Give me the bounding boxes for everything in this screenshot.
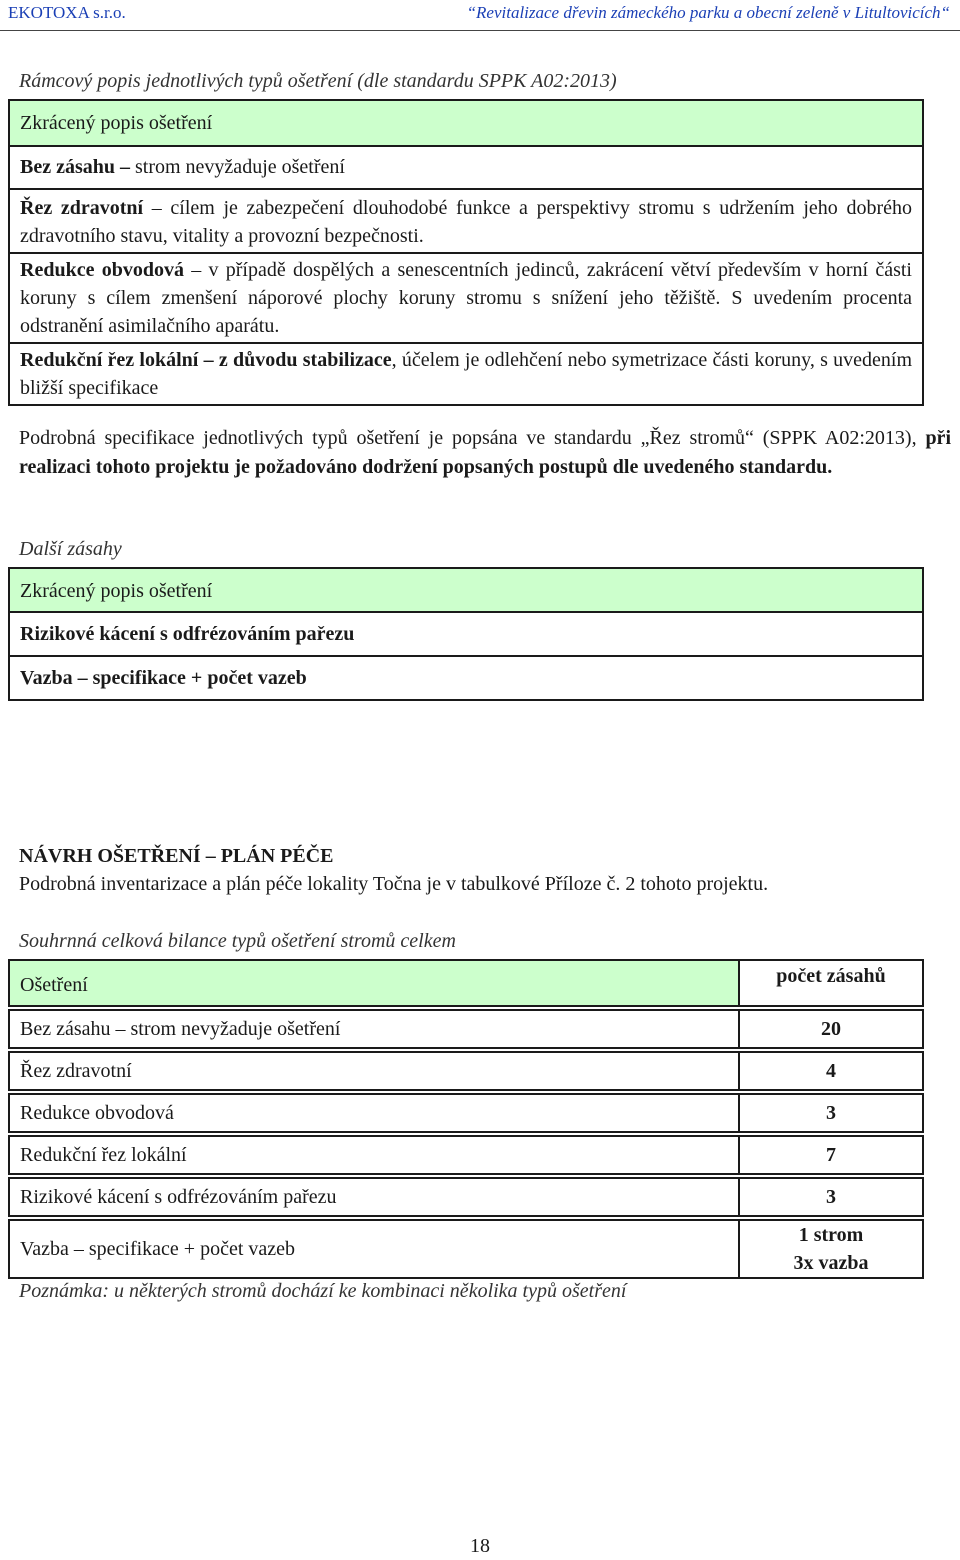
row-term: Redukční řez lokální – z důvodu stabilizace: [20, 349, 392, 371]
summary-caption: Souhrnná celková bilance typů ošetření stromů celkem: [19, 930, 456, 952]
row-value: 20: [739, 1010, 923, 1048]
table-row: [9, 1178, 923, 1216]
row-text: – v případě dospělých a senescentních jedinců, zakrácení větví především v horní části koruny s cílem zmenšení náporové plochy koruny stromu s snížení jeho těžiště. S uvedením procenta odstranění asimilačního aparátu.: [20, 259, 912, 337]
row-label: Redukce obvodová: [9, 1094, 739, 1132]
section1-caption: Rámcový popis jednotlivých typů ošetření (dle standardu SPPK A02:2013): [19, 70, 617, 92]
table-header: Zkrácený popis ošetření: [10, 101, 922, 147]
row-label: Rizikové kácení s odfrézováním pařezu: [9, 1178, 739, 1216]
row-value: [739, 1220, 923, 1278]
plan-heading: NÁVRH OŠETŘENÍ – PLÁN PÉČE: [19, 845, 334, 867]
row-term: Řez zdravotní: [20, 197, 144, 219]
row-text: strom nevyžaduje ošetření: [130, 156, 345, 178]
paragraph-normal: Podrobná specifikace jednotlivých typů ošetření je popsána ve standardu „Řez stromů“ (SPPK A02:2013),: [19, 427, 926, 449]
row-value: 3: [739, 1178, 923, 1216]
paragraph-bold: při realizaci tohoto projektu je požadováno dodržení popsaných postupů dle uvedeného standardu.: [19, 427, 951, 478]
table-row: [10, 344, 922, 404]
column-header-treatment: Ošetření: [9, 960, 739, 1006]
column-header-count: počet zásahů: [739, 960, 923, 1006]
row-term: Bez zásahu –: [20, 156, 130, 178]
other-interventions-table: [8, 567, 924, 701]
company-name: EKOTOXA s.r.o.: [8, 3, 126, 22]
table-row: [9, 1010, 923, 1048]
page-header: [0, 0, 960, 31]
row-label: Redukční řez lokální: [9, 1136, 739, 1174]
table-row: [9, 1136, 923, 1174]
row-value-line2: 3x vazba: [793, 1252, 869, 1274]
table-row: [9, 1220, 923, 1278]
page-number: 18: [470, 1535, 490, 1557]
row-label: Vazba – specifikace + počet vazeb: [9, 1220, 739, 1278]
row-text: – cílem je zabezpečení dlouhodobé funkce a perspektivy stromu s udržením jeho dobrého zdravotního stavu, vitality a provozní bezpečnosti.: [20, 197, 912, 247]
row-value: 4: [739, 1052, 923, 1090]
row-label: Řez zdravotní: [9, 1052, 739, 1090]
table-row: [10, 190, 922, 254]
summary-note: Poznámka: u některých stromů dochází ke kombinaci několika typů ošetření: [19, 1280, 627, 1302]
row-term: Redukce obvodová: [20, 259, 184, 281]
table-row: [10, 254, 922, 344]
table-header-row: [9, 960, 923, 1006]
table-row: [10, 147, 922, 190]
specification-paragraph: [19, 424, 951, 482]
table-header: Zkrácený popis ošetření: [10, 569, 922, 613]
row-label: Bez zásahu – strom nevyžaduje ošetření: [9, 1010, 739, 1048]
table-row: Vazba – specifikace + počet vazeb: [20, 667, 307, 689]
row-text: , účelem je odlehčení nebo symetrizace části koruny, s uvedením bližší specifikace: [20, 349, 912, 399]
row-value: 7: [739, 1136, 923, 1174]
summary-table: [8, 959, 924, 1279]
treatment-types-table: [8, 99, 924, 406]
project-title: “Revitalizace dřevin zámeckého parku a obecní zeleně v Litultovicích“: [466, 3, 950, 22]
row-value-line1: 1 strom: [798, 1224, 864, 1246]
section2-caption: Další zásahy: [19, 538, 122, 560]
table-row: [9, 1052, 923, 1090]
table-row: [9, 1094, 923, 1132]
plan-text: Podrobná inventarizace a plán péče lokality Točna je v tabulkové Příloze č. 2 tohoto projektu.: [19, 873, 769, 895]
table-row: Rizikové kácení s odfrézováním pařezu: [10, 613, 922, 657]
row-value: 3: [739, 1094, 923, 1132]
